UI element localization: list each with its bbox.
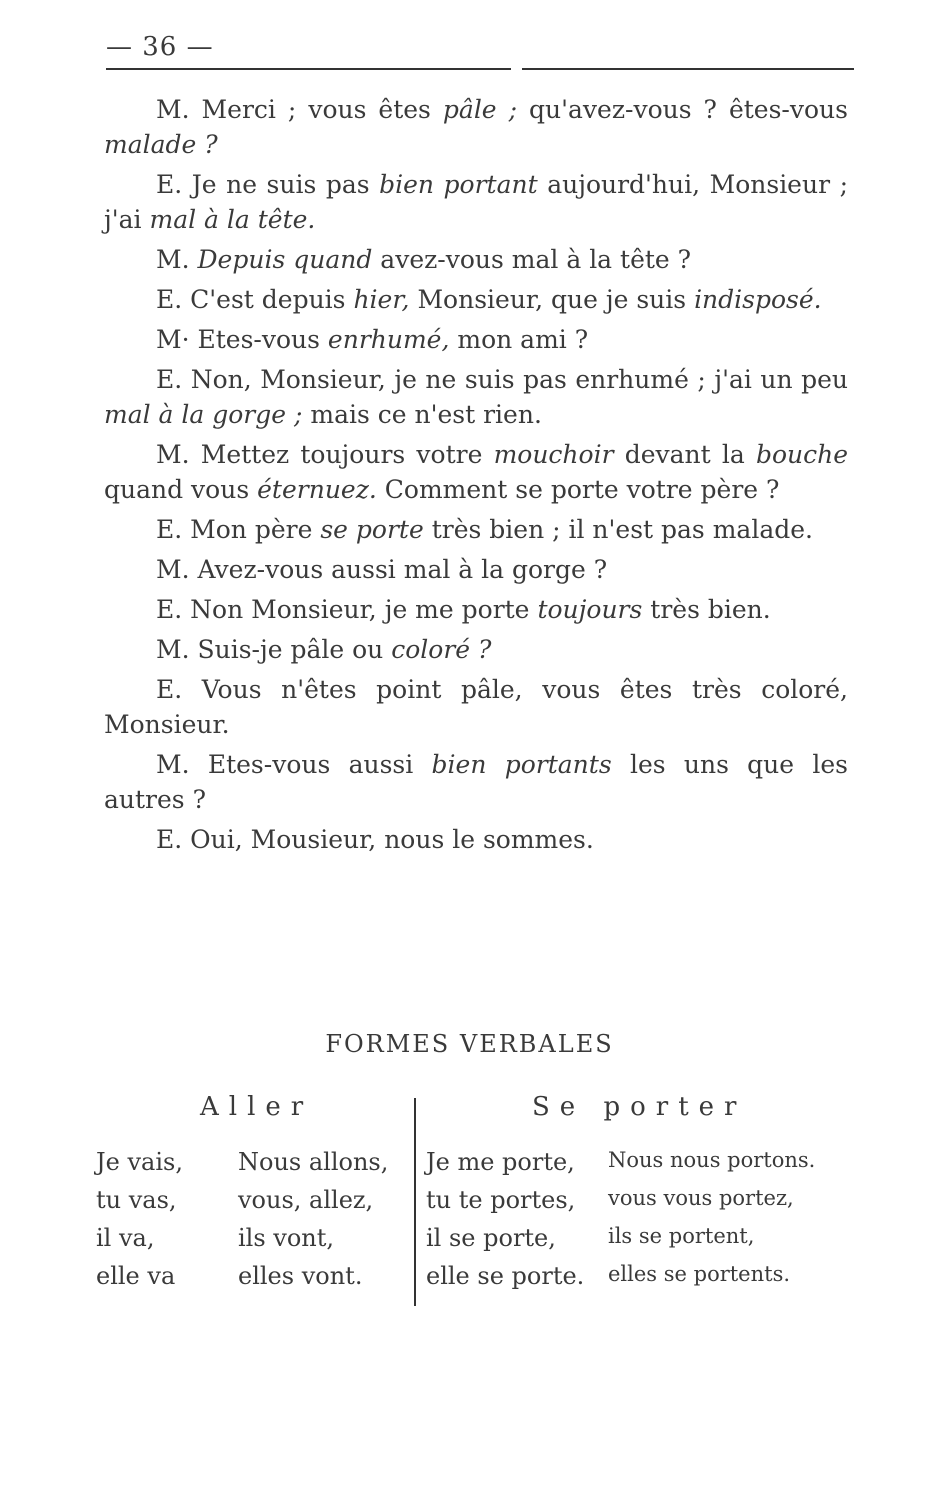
text-run: avez-vous mal à la tête ?: [372, 245, 692, 274]
column-divider: [414, 1098, 416, 1306]
italic-phrase: se porte: [320, 515, 424, 544]
se-porter-singular-2: tu te portes,: [426, 1186, 576, 1214]
italic-phrase: mal à la gorge ;: [104, 400, 303, 429]
text-run: Non Monsieur, je me porte: [182, 595, 538, 624]
dialogue-line: [104, 672, 848, 742]
se-porter-plural-2: vous vous portez,: [608, 1186, 794, 1210]
text-run: [190, 245, 198, 274]
aller-plural-1: Nous allons,: [238, 1148, 389, 1176]
text-run: aujourd'hui, Monsieur ; j'ai: [104, 170, 848, 234]
se-porter-plural-3: ils se portent,: [608, 1224, 755, 1248]
italic-phrase: éternuez.: [257, 475, 377, 504]
italic-phrase: Depuis quand: [197, 245, 373, 274]
dialogue-line: [104, 552, 848, 587]
text-run: C'est depuis: [182, 285, 354, 314]
text-run: devant la: [613, 440, 756, 469]
se-porter-heading: Se porter: [532, 1092, 747, 1122]
aller-singular-4: elle va: [96, 1262, 176, 1290]
italic-phrase: mal à la tête.: [149, 205, 316, 234]
dialogue-line: [104, 512, 848, 547]
dialogue-line: [104, 747, 848, 817]
speaker-label: E.: [156, 285, 183, 314]
italic-phrase: coloré ?: [391, 635, 492, 664]
se-porter-plural-4: elles se portents.: [608, 1262, 791, 1286]
text-run: Avez-vous aussi mal à la gorge ?: [189, 555, 608, 584]
dialogue-line: [104, 362, 848, 432]
speaker-label: M.: [156, 440, 190, 469]
dialogue-line: [104, 822, 848, 857]
text-run: Oui, Mousieur, nous le sommes.: [182, 825, 594, 854]
italic-phrase: pâle ;: [442, 95, 518, 124]
italic-phrase: enrhumé,: [327, 325, 450, 354]
text-run: Merci ; vous êtes: [189, 95, 443, 124]
text-run: Monsieur, que je suis: [409, 285, 695, 314]
aller-plural-3: ils vont,: [238, 1224, 335, 1252]
aller-singular-1: Je vais,: [96, 1148, 183, 1176]
speaker-label: M.: [156, 555, 190, 584]
italic-phrase: hier,: [353, 285, 410, 314]
speaker-label: M.: [156, 245, 190, 274]
text-run: Mon père: [182, 515, 321, 544]
dialogue-line: [104, 242, 848, 277]
page-header: [106, 28, 854, 78]
se-porter-singular-1: Je me porte,: [426, 1148, 575, 1176]
speaker-label: E.: [156, 515, 183, 544]
verb-table: [96, 1092, 856, 1306]
speaker-label: E.: [156, 365, 183, 394]
italic-phrase: toujours: [537, 595, 643, 624]
text-run: quand vous: [104, 475, 258, 504]
speaker-label: M.: [156, 95, 190, 124]
header-rule-right: [522, 68, 854, 70]
dialogue-line: [104, 632, 848, 667]
aller-plural-4: elles vont.: [238, 1262, 363, 1290]
italic-phrase: bien portants: [431, 750, 612, 779]
text-run: Suis-je pâle ou: [189, 635, 392, 664]
text-run: Vous n'êtes point pâle, vous êtes très coloré, Monsieur.: [104, 675, 848, 739]
page-number: — 36 —: [106, 32, 214, 62]
dialogue-line: [104, 167, 848, 237]
aller-singular-2: tu vas,: [96, 1186, 177, 1214]
dialogue-line: [104, 92, 848, 162]
aller-heading: Aller: [200, 1092, 314, 1122]
se-porter-singular-4: elle se porte.: [426, 1262, 585, 1290]
header-rule-left: [106, 68, 511, 70]
italic-phrase: indisposé.: [694, 285, 822, 314]
speaker-label: M.: [156, 750, 190, 779]
text-run: mon ami ?: [449, 325, 589, 354]
se-porter-singular-3: il se porte,: [426, 1224, 556, 1252]
dialogue-line: [104, 592, 848, 627]
speaker-label: E.: [156, 170, 183, 199]
text-run: Etes-vous: [189, 325, 328, 354]
dialogue-line: [104, 282, 848, 317]
text-run: très bien.: [642, 595, 771, 624]
text-run: Etes-vous aussi: [189, 750, 432, 779]
italic-phrase: mouchoir: [493, 440, 614, 469]
text-run: mais ce n'est rien.: [302, 400, 542, 429]
text-run: les uns que les autres ?: [104, 750, 848, 814]
text-run: Non, Monsieur, je ne suis pas enrhumé ; j'ai un peu: [182, 365, 848, 394]
speaker-label: E.: [156, 595, 183, 624]
aller-plural-2: vous, allez,: [238, 1186, 374, 1214]
text-run: Mettez toujours votre: [189, 440, 494, 469]
text-run: très bien ; il n'est pas malade.: [423, 515, 813, 544]
dialogue-text: [104, 92, 848, 857]
italic-phrase: bouche: [755, 440, 848, 469]
aller-singular-3: il va,: [96, 1224, 155, 1252]
text-run: Comment se porte votre père ?: [376, 475, 780, 504]
italic-phrase: bien portant: [379, 170, 538, 199]
speaker-label: M.: [156, 635, 190, 664]
text-run: qu'avez-vous ? êtes-vous: [517, 95, 848, 124]
section-title: FORMES VERBALES: [325, 1030, 614, 1058]
speaker-label: M·: [156, 325, 190, 354]
dialogue-line: [104, 322, 848, 357]
dialogue-line: [104, 437, 848, 507]
text-run: Je ne suis pas: [182, 170, 380, 199]
italic-phrase: malade ?: [104, 130, 218, 159]
speaker-label: E.: [156, 825, 183, 854]
se-porter-plural-1: Nous nous portons.: [608, 1148, 816, 1172]
speaker-label: E.: [156, 675, 183, 704]
